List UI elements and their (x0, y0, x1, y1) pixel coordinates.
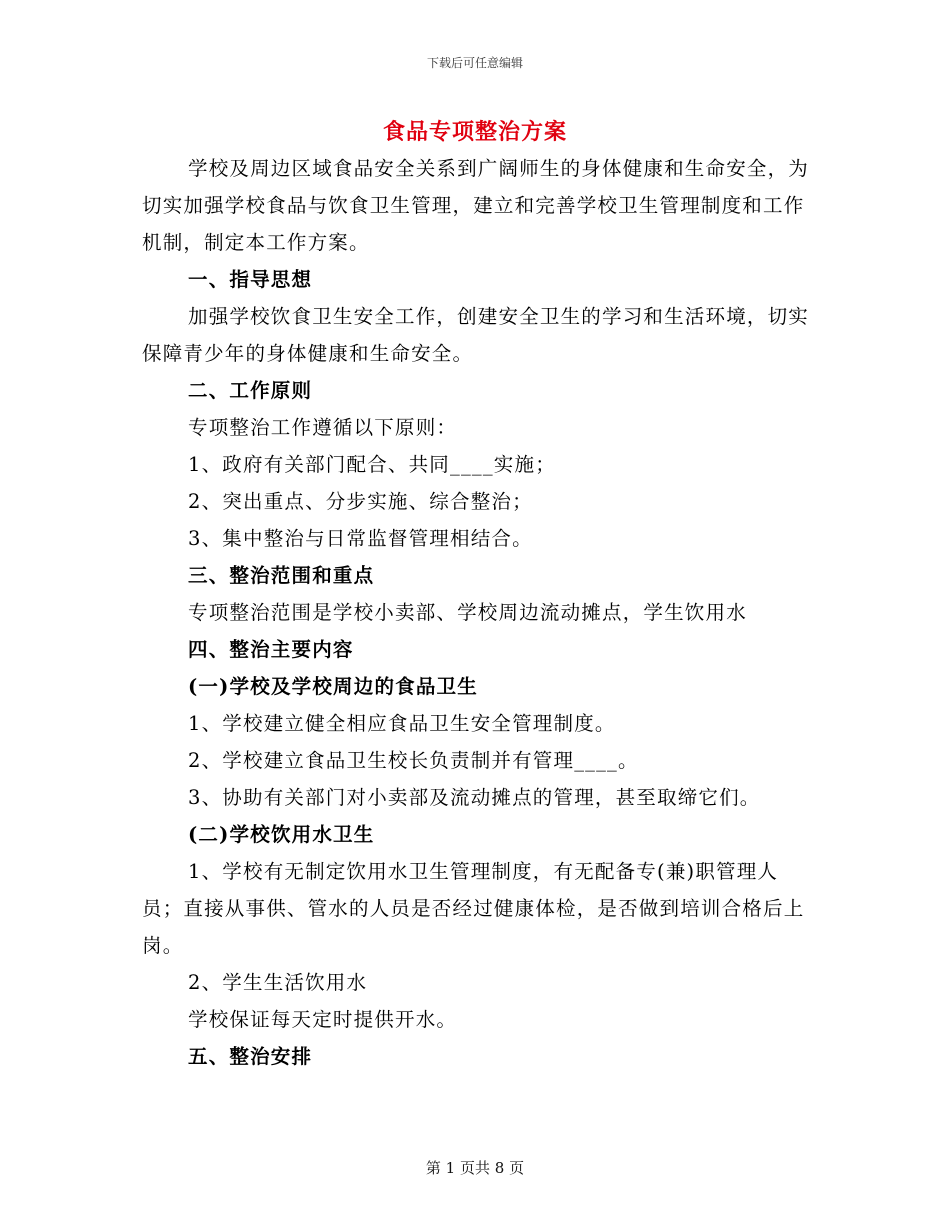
section-heading-2: 二、工作原则 (188, 379, 313, 402)
document-title: 食品专项整治方案 (382, 119, 567, 145)
food-hygiene-item-1: 1、学校建立健全相应食品卫生安全管理制度。 (188, 712, 616, 735)
food-hygiene-item-2: 2、学校建立食品卫生校长负责制并有管理____。 (188, 749, 639, 772)
water-hygiene-item-1: 1、学校有无制定饮用水卫生管理制度，有无配备专(兼)职管理人员；直接从事供、管水的人员是否经过健康体检，是否做到培训合格后上岗。 (142, 860, 805, 957)
guiding-thought-paragraph: 加强学校饮食卫生安全工作，创建安全卫生的学习和生活环境，切实保障青少年的身体健康和生命安全。 (142, 305, 810, 365)
principle-item-3: 3、集中整治与日常监督管理相结合。 (188, 527, 533, 550)
intro-paragraph: 学校及周边区域食品安全关系到广阔师生的身体健康和生命安全，为切实加强学校食品与饮食卫生管理，建立和完善学校卫生管理制度和工作机制，制定本工作方案。 (142, 157, 810, 254)
food-hygiene-item-3: 3、协助有关部门对小卖部及流动摊点的管理，甚至取缔它们。 (188, 786, 761, 809)
section-heading-4: 四、整治主要内容 (188, 638, 354, 661)
section-heading-1: 一、指导思想 (188, 268, 313, 291)
section-heading-5: 五、整治安排 (188, 1045, 313, 1068)
principle-item-2: 2、突出重点、分步实施、综合整治； (188, 490, 533, 513)
page-footer: 第 1 页共 8 页 (425, 1159, 525, 1177)
section-heading-3: 三、整治范围和重点 (188, 564, 375, 587)
scope-paragraph: 专项整治范围是学校小卖部、学校周边流动摊点，学生饮用水 (188, 601, 747, 624)
subsection-heading-1: (一)学校及学校周边的食品卫生 (188, 675, 478, 698)
header-note: 下载后可任意编辑 (426, 56, 523, 70)
principle-item-1: 1、政府有关部门配合、共同____实施； (188, 453, 556, 476)
subsection-heading-2: (二)学校饮用水卫生 (188, 823, 375, 846)
water-hygiene-item-2: 2、学生生活饮用水 (188, 971, 368, 994)
water-hygiene-note: 学校保证每天定时提供开水。 (188, 1008, 458, 1031)
principles-intro: 专项整治工作遵循以下原则： (188, 416, 458, 439)
document-body (142, 150, 810, 1075)
